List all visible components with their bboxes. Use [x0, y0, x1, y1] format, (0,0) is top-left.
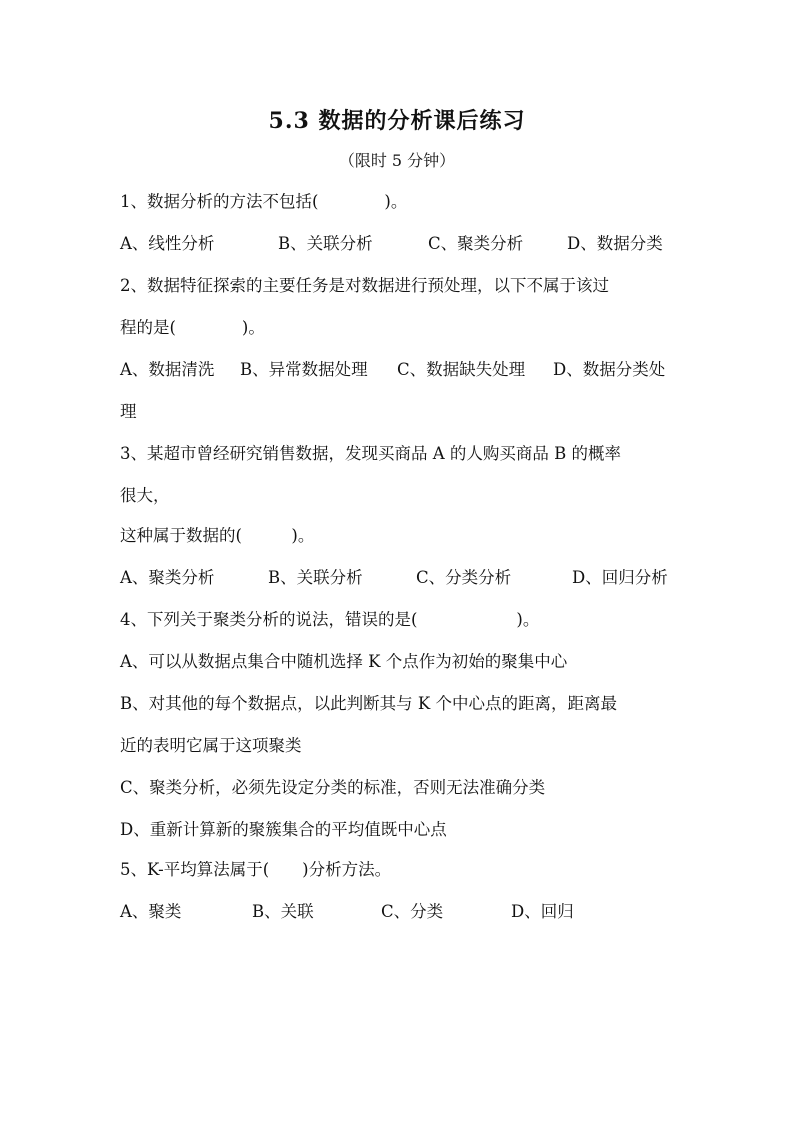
- q4-option-d: D、重新计算新的聚簇集合的平均值既中心点: [120, 820, 447, 839]
- q2-option-c: C、数据缺失处理: [397, 360, 526, 379]
- question-4-stem: 4、下列关于聚类分析的说法，错误的是( )。: [120, 610, 540, 629]
- q3-option-c: C、分类分析: [416, 568, 512, 587]
- q2-option-b: B、异常数据处理: [240, 360, 368, 379]
- question-3-stem-line3: 这种属于数据的( )。: [120, 526, 315, 545]
- q2-option-d: D、数据分类处: [553, 360, 666, 379]
- q3-option-b: B、关联分析: [268, 568, 363, 587]
- q2-option-a: A、数据清洗: [120, 360, 215, 379]
- question-2-stem-line1: 2、数据特征探索的主要任务是对数据进行预处理，以下不属于该过: [120, 276, 609, 295]
- q3-option-d: D、回归分析: [572, 568, 668, 587]
- question-1-stem: 1、数据分析的方法不包括( )。: [120, 192, 408, 211]
- q4-option-c: C、聚类分析，必须先设定分类的标准，否则无法准确分类: [120, 778, 546, 797]
- q5-option-c: C、分类: [381, 902, 444, 921]
- page-title: 5.3 数据的分析课后练习: [268, 108, 526, 134]
- question-5-stem: 5、K-平均算法属于( )分析方法。: [120, 860, 392, 879]
- q3-option-a: A、聚类分析: [120, 568, 215, 587]
- question-2-stem-line2: 程的是( )。: [120, 318, 265, 337]
- time-limit-subtitle: （限时 5 分钟）: [338, 151, 456, 170]
- q1-option-a: A、线性分析: [120, 234, 215, 253]
- q1-option-d: D、数据分类: [567, 234, 663, 253]
- q1-option-b: B、关联分析: [278, 234, 373, 253]
- q4-option-b-line2: 近的表明它属于这项聚类: [120, 736, 302, 755]
- question-3-stem-line1: 3、某超市曾经研究销售数据，发现买商品 A 的人购买商品 B 的概率: [120, 444, 622, 463]
- q5-option-d: D、回归: [511, 902, 574, 921]
- q5-option-b: B、关联: [252, 902, 314, 921]
- q1-option-c: C、聚类分析: [428, 234, 524, 253]
- q2-option-d-wrap: 理: [120, 402, 137, 421]
- q4-option-b-line1: B、对其他的每个数据点，以此判断其与 K 个中心点的距离，距离最: [120, 694, 617, 713]
- q5-option-a: A、聚类: [120, 902, 182, 921]
- q4-option-a: A、可以从数据点集合中随机选择 K 个点作为初始的聚集中心: [120, 652, 568, 671]
- question-3-stem-line2: 很大，: [120, 486, 170, 505]
